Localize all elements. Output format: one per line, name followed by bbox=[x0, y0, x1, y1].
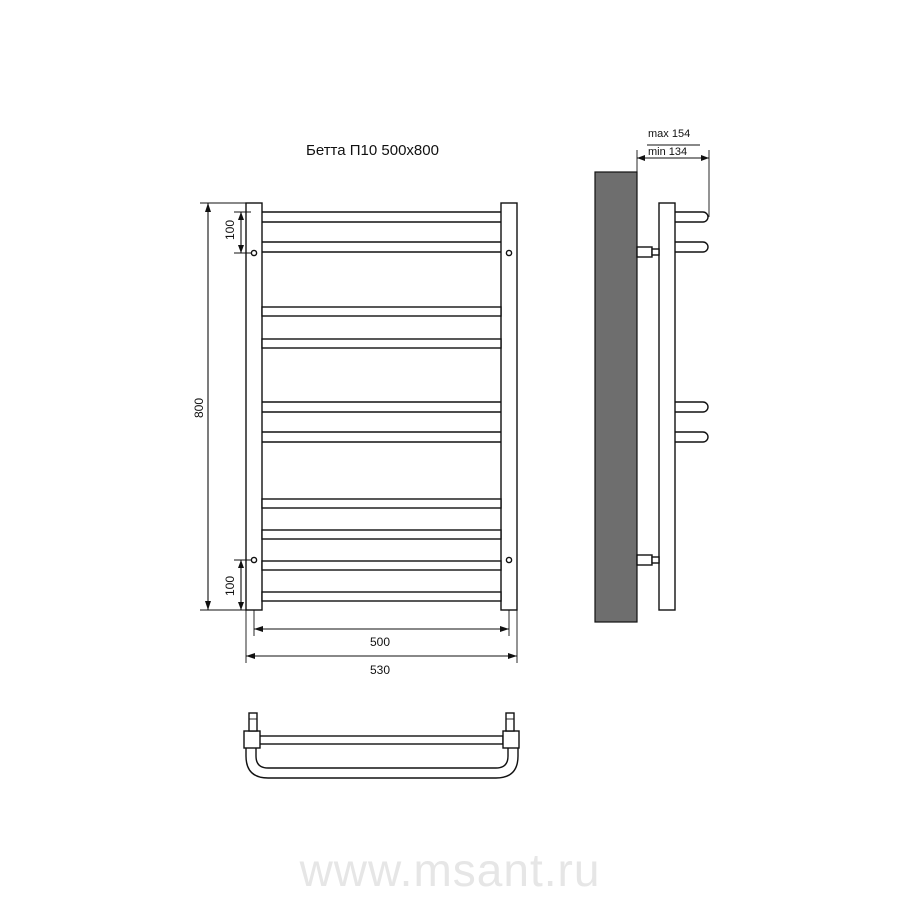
wall bbox=[595, 172, 637, 622]
top-view bbox=[244, 713, 519, 778]
connection-top-right bbox=[506, 250, 511, 255]
side-riser bbox=[659, 203, 675, 610]
side-connection-bottom bbox=[637, 555, 652, 565]
right-riser bbox=[501, 203, 517, 610]
dim-wall-max-label: max 154 bbox=[648, 128, 691, 140]
rail-flat-1 bbox=[262, 307, 501, 316]
drawing-title: Бетта П10 500х800 bbox=[306, 142, 439, 159]
left-fitting bbox=[244, 731, 260, 748]
rail-rounded-2 bbox=[251, 242, 513, 252]
left-fitting-stem bbox=[249, 713, 257, 731]
front-view bbox=[246, 203, 517, 610]
side-connection-top bbox=[637, 247, 652, 257]
rail-flat-2 bbox=[262, 339, 501, 348]
rail-flat-6 bbox=[262, 592, 501, 601]
dim-width-label: 530 bbox=[369, 663, 391, 677]
dimension-center-distance bbox=[254, 610, 509, 649]
dim-center-label: 500 bbox=[369, 635, 391, 649]
straight-bar-top-view bbox=[259, 736, 503, 744]
right-fitting bbox=[503, 731, 519, 748]
connection-bottom-right bbox=[506, 557, 511, 562]
dim-step-bottom-label: 100 bbox=[223, 575, 237, 597]
rail-rounded-4 bbox=[251, 432, 513, 442]
dim-height-label: 800 bbox=[192, 397, 206, 419]
left-riser bbox=[246, 203, 262, 610]
connection-bottom-left bbox=[251, 557, 256, 562]
dim-wall-min-label: min 134 bbox=[648, 146, 688, 158]
side-connection-bottom-nut bbox=[652, 557, 659, 563]
side-view bbox=[595, 172, 708, 622]
rail-flat-5 bbox=[262, 561, 501, 570]
dimension-height bbox=[192, 203, 246, 610]
rail-flat-4 bbox=[262, 530, 501, 539]
rail-rounded-1 bbox=[251, 212, 513, 222]
right-fitting-stem bbox=[506, 713, 514, 731]
dim-step-top-label: 100 bbox=[223, 219, 237, 241]
watermark-text: www.msant.ru bbox=[299, 844, 601, 896]
side-connection-top-nut bbox=[652, 249, 659, 255]
connection-top-left bbox=[251, 250, 256, 255]
rail-flat-3 bbox=[262, 499, 501, 508]
rail-rounded-3 bbox=[251, 402, 513, 412]
